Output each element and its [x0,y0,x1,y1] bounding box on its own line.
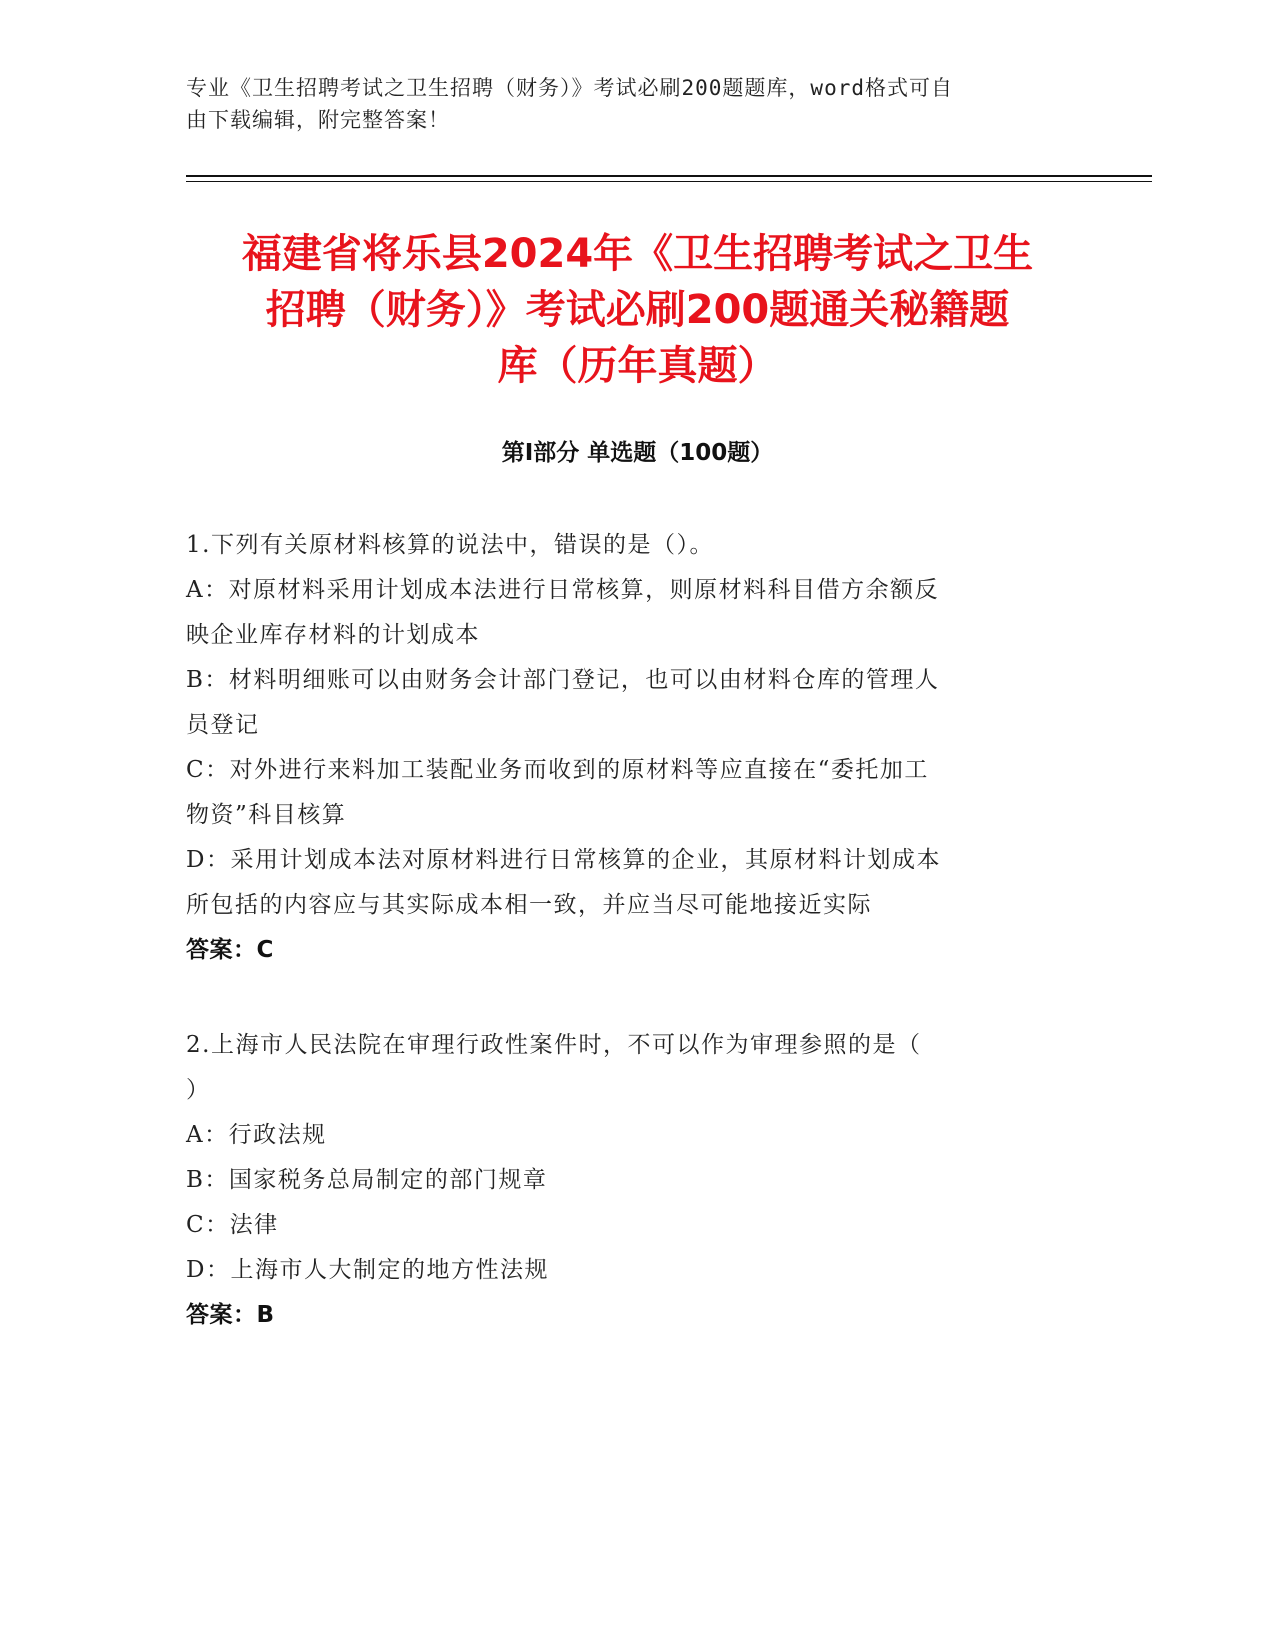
option-text: C：对外进行来料加工装配业务而收到的原材料等应直接在“委托加工 [186,757,929,783]
title-line-1: 福建省将乐县2024年《卫生招聘考试之卫生 [241,231,1034,277]
question-stem: 1.下列有关原材料核算的说法中，错误的是（）。 [186,532,714,558]
header-note-line-2: 由下载编辑，附完整答案！ [186,108,450,132]
question-stem-continued: ） [186,1077,211,1103]
header-divider-thin [186,181,1152,182]
option-text: A：对原材料采用计划成本法进行日常核算，则原材料科目借方余额反 [186,577,940,603]
question-stem: 2.上海市人民法院在审理行政性案件时，不可以作为审理参照的是（ [186,1032,922,1058]
option-c [186,1203,1076,1248]
answer-label: 答案：B [186,1302,275,1328]
option-text: A：行政法规 [186,1122,327,1148]
option-b [186,1158,1076,1203]
option-text: B：材料明细账可以由财务会计部门登记，也可以由材料仓库的管理人 [186,667,940,693]
option-text: D：采用计划成本法对原材料进行日常核算的企业，其原材料计划成本 [186,847,941,873]
option-b [186,658,1076,748]
answer-label: 答案：C [186,937,274,963]
option-a [186,568,1076,658]
question-2 [186,1023,1076,1338]
option-text: 物资”科目核算 [186,802,347,828]
option-c [186,748,1076,838]
option-text: C：法律 [186,1212,279,1238]
option-text: 员登记 [186,712,260,738]
section-title: 第I部分 单选题（100题） [501,440,774,466]
title-line-2: 招聘（财务）》考试必刷200题通关秘籍题 [265,287,1010,333]
option-text: B：国家税务总局制定的部门规章 [186,1167,548,1193]
option-d [186,1248,1076,1293]
header-divider-thick [186,175,1152,177]
option-d [186,838,1076,928]
option-text: D：上海市人大制定的地方性法规 [186,1257,549,1283]
document-title [150,226,1125,394]
option-text: 映企业库存材料的计划成本 [186,622,480,648]
option-text: 所包括的内容应与其实际成本相一致，并应当尽可能地接近实际 [186,892,872,918]
option-a [186,1113,1076,1158]
question-1 [186,523,1076,973]
header-note [186,72,1066,136]
header-note-line-1: 专业《卫生招聘考试之卫生招聘（财务）》考试必刷200题题库，word格式可自 [186,76,953,100]
title-line-3: 库（历年真题） [497,343,778,389]
